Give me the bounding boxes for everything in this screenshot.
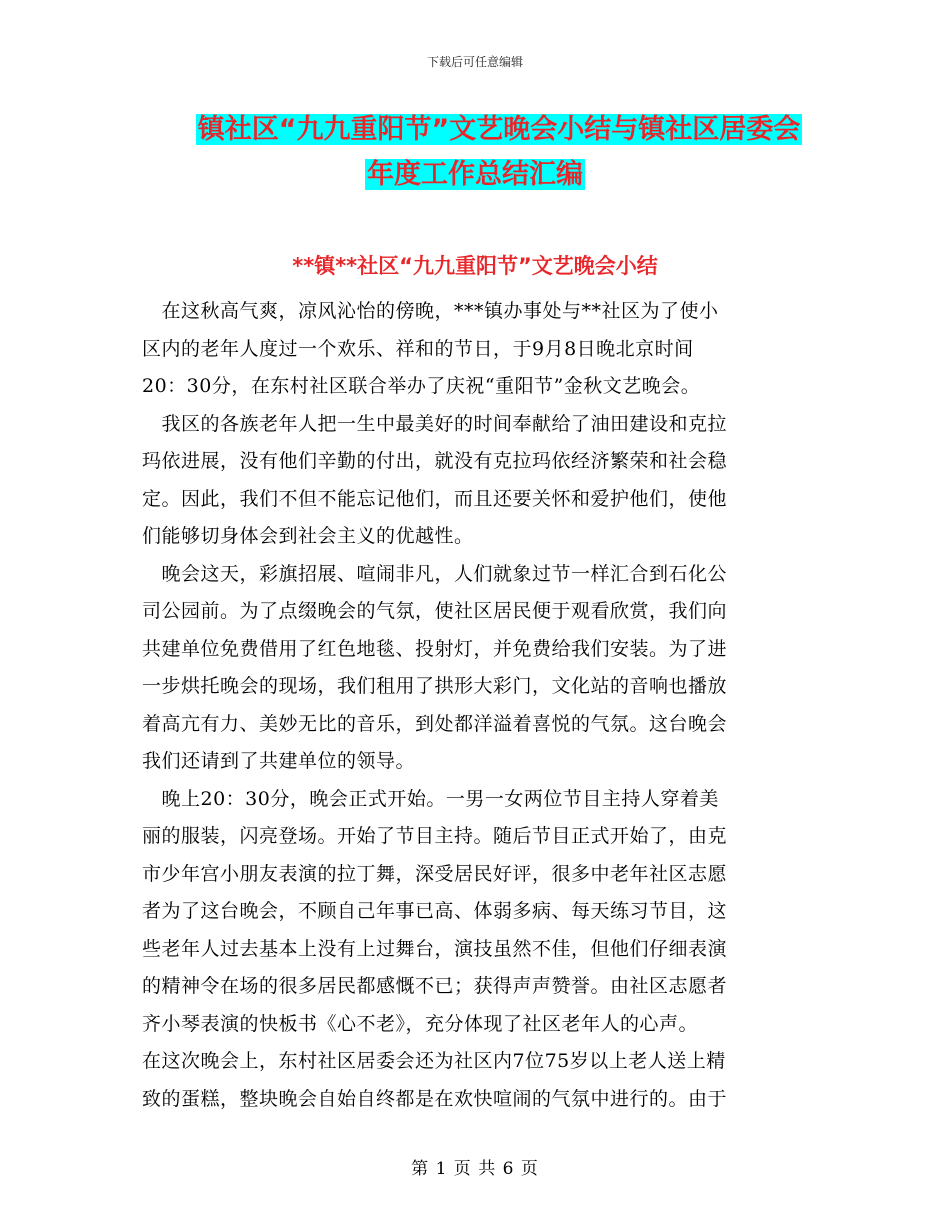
- text-line: 些老年人过去基本上没有上过舞台，演技虽然不佳，但他们仔细表演: [142, 937, 728, 960]
- text-line: 区内的老年人度过一个欢乐、祥和的节日，于9月8日晚北京时间: [142, 337, 694, 360]
- text-line: 着高亢有力、美妙无比的音乐，到处都洋溢着喜悦的气氛。这台晚会: [142, 712, 728, 735]
- document-title-line-2: [0, 157, 950, 193]
- header-note: 下载后可任意编辑: [426, 55, 523, 69]
- page-footer: 第 1 页 共 6 页: [411, 1159, 539, 1179]
- text-line: 一步烘托晚会的现场，我们租用了拱形大彩门，文化站的音响也播放: [142, 675, 728, 697]
- text-line: 丽的服装，闪亮登场。开始了节目主持。随后节目正式开始了，由克: [142, 825, 728, 847]
- text-line: 司公园前。为了点缀晚会的气氛，使社区居民便于观看欣赏，我们向: [142, 600, 728, 622]
- text-line: 20：30分，在东村社区联合举办了庆祝“重阳节”金秋文艺晚会。: [142, 375, 701, 397]
- title-highlight-2: 年度工作总结汇编: [367, 159, 583, 190]
- text-line: 定。因此，我们不但不能忘记他们，而且还要关怀和爱护他们，使他: [142, 487, 728, 510]
- text-line: 市少年宫小朋友表演的拉丁舞，深受居民好评，很多中老年社区志愿: [142, 862, 728, 885]
- text-line: 晚上20：30分，晚会正式开始。一男一女两位节目主持人穿着美: [142, 787, 719, 810]
- text-line: 者为了这台晚会，不顾自己年事已高、体弱多病、每天练习节目，这: [142, 900, 728, 922]
- text-line: 们能够切身体会到社会主义的优越性。: [142, 525, 474, 547]
- title-highlight-1: 镇社区“九九重阳节”文艺晚会小结与镇社区居委会: [197, 114, 801, 145]
- text-line: 齐小琴表演的快板书《心不老》，充分体现了社区老年人的心声。: [142, 1012, 699, 1035]
- text-line: 致的蛋糕，整块晚会自始自终都是在欢快喧闹的气氛中进行的。由于: [142, 1087, 728, 1110]
- text-line: 晚会这天，彩旗招展、喧闹非凡，人们就象过节一样汇合到石化公: [142, 562, 728, 585]
- text-line: 我区的各族老年人把一生中最美好的时间奉献给了油田建设和克拉: [142, 412, 728, 435]
- text-line: 我们还请到了共建单位的领导。: [142, 750, 416, 772]
- text-line: 的精神令在场的很多居民都感慨不已；获得声声赞誉。由社区志愿者: [142, 975, 728, 997]
- text-line: 共建单位免费借用了红色地毯、投射灯，并免费给我们安装。为了进: [142, 637, 728, 660]
- text-line: 在这次晚会上，东村社区居委会还为社区内7位75岁以上老人送上精: [142, 1050, 726, 1072]
- section-title: **镇**社区“九九重阳节”文艺晚会小结: [292, 254, 658, 278]
- text-line: 玛依进展，没有他们辛勤的付出，就没有克拉玛依经济繁荣和社会稳: [142, 450, 728, 472]
- body-text: [142, 293, 810, 1118]
- text-line: 在这秋高气爽，凉风沁怡的傍晚，***镇办事处与**社区为了使小: [142, 300, 719, 322]
- document-title-line-1: [0, 112, 950, 148]
